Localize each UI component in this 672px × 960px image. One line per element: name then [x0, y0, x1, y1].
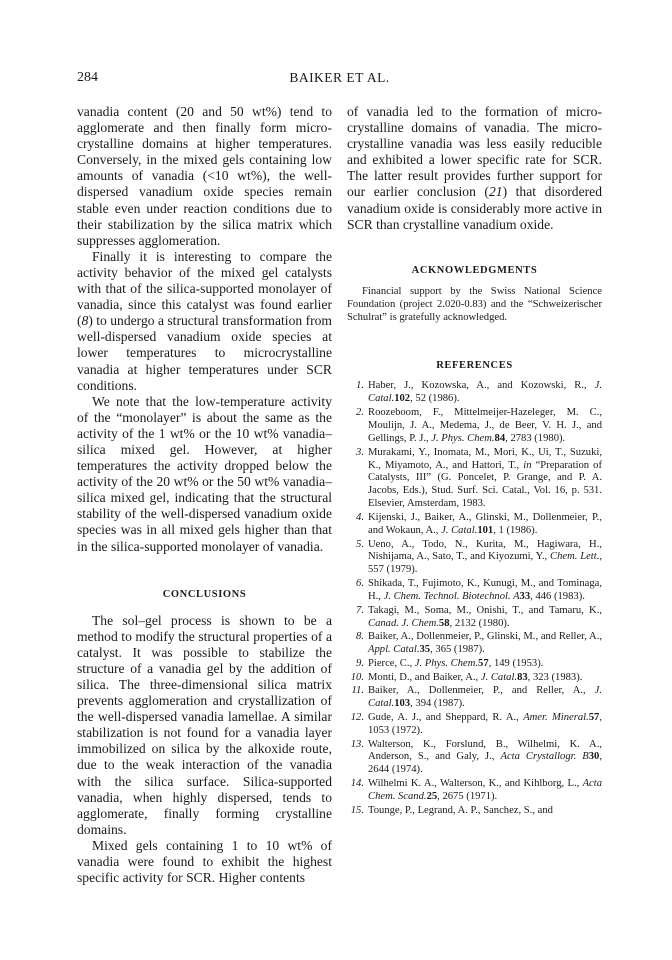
reference-volume: 58 [438, 617, 450, 629]
paragraph [77, 249, 332, 394]
reference-details: , 2132 (1980). [449, 617, 510, 629]
reference-volume: 30 [588, 751, 600, 763]
reference-volume: 84 [494, 432, 506, 444]
text-run: ) that disordered vanadium oxide is considerably more active in SCR than crystalline vanadium oxide. [347, 184, 602, 232]
text-run: ) to undergo a structural transformation from well-dispersed vanadium oxide species at lower temperatures to microcrystalline vanadia at higher temperatures under SCR conditions. [77, 313, 332, 393]
right-column [347, 104, 602, 818]
text-run: of vanadia led to the formation of microcrystalline domains of vanadia. The microcrystalline vanadia was less easily reducible and exhibited a lower specific rate for SCR. The latter result provides further support for our earlier conclusion ( [347, 104, 602, 200]
paragraph: We note that the low-temperature activity of the “monolayer” is about the same as the activity of the 1 wt% or the 10 wt% vanadia–silica mixed gel. However, at higher temperatures the activity dropped below the activity of the 20 wt% or the 50 wt% vanadia–silica mixed gel, indicating that the structural stability of the well-dispersed vanadium oxide species was in all mixed gels higher than that in the silica-supported monolayer of vanadia. [77, 393, 332, 554]
running-head: BAIKER ET AL. [289, 70, 390, 85]
reference-details: , 557 (1979). [368, 551, 602, 576]
reference-journal: Acta Crystallogr. B [500, 751, 589, 763]
reference-item [347, 631, 602, 657]
reference-volume: 57 [588, 711, 600, 723]
reference-volume: 25 [426, 790, 438, 802]
reference-details: , 149 (1953). [488, 657, 544, 669]
reference-details: , 52 (1986). [410, 393, 460, 405]
reference-item [347, 739, 602, 778]
reference-authors: Tounge, P., Legrand, A. P., Sanchez, S., and [368, 804, 553, 816]
reference-list [347, 380, 602, 817]
page-number: 284 [77, 70, 98, 85]
reference-volume: 103 [394, 698, 411, 710]
reference-authors: Baiker, A., Dollenmeier, P., Glinski, M., and Reller, A., [368, 631, 602, 643]
reference-journal: J. Catal. [368, 380, 602, 405]
reference-number: 2. [356, 407, 364, 419]
paragraph: The sol–gel process is shown to be a method to modify the structural properties of a catalyst. It was possible to stabilize the structure of a vanadia gel by the addition of silica. The three-dimensional silica matrix prevents agglomeration and crystallization of the well-dispersed vanadia lamellae. A similar stabilization is not found for a vanadia layer immobilized on silica by the alkoxide route, due to the weak interaction of the vanadia with the silica surface. Silica-supported vanadia, when highly dispersed, tends to agglomerate, finally forming crystalline domains. [77, 612, 332, 837]
reference-volume: 33 [519, 590, 531, 602]
reference-journal: Amer. Mineral. [523, 711, 589, 723]
reference-volume: 35 [419, 644, 431, 656]
reference-authors: Kijenski, J., Baiker, A., Glinski, M., Dollenmeier, P., and Wokaun, A., [368, 511, 602, 536]
reference-details: , 2644 (1974). [368, 751, 602, 776]
reference-journal: in [523, 459, 532, 471]
reference-journal: J. Phys. Chem. [431, 432, 495, 444]
reference-volume: 101 [477, 524, 494, 536]
reference-number: 5. [356, 538, 364, 550]
reference-details: , 1053 (1972). [368, 711, 602, 736]
reference-number: 4. [356, 511, 364, 523]
references-heading: REFERENCES [436, 360, 513, 372]
reference-details: , 2783 (1980). [505, 432, 566, 444]
reference-details: , 394 (1987). [410, 698, 465, 710]
reference-journal: Acta Chem. Scand. [368, 778, 602, 802]
reference-item [347, 712, 602, 738]
paragraph: Mixed gels containing 1 to 10 wt% of vanadia were found to exhibit the highest specific activity for SCR. Higher contents [77, 837, 332, 886]
reference-journal: Canad. J. Chem. [368, 617, 439, 629]
citation-ref: 8 [81, 313, 89, 329]
reference-number: 10. [350, 671, 364, 683]
acknowledgments-heading: ACKNOWLEDGMENTS [411, 264, 538, 276]
reference-details: , 365 (1987). [430, 644, 485, 656]
reference-authors: Walterson, K., Forslund, B., Wilhelmi, K. A., Anderson, S., and Galy, J., [368, 738, 602, 763]
text-run: Finally it is interesting to compare the activity behavior of the mixed gel catalysts with that of the silica-supported monolayer of vanadia, since this catalyst was found earlier ( [77, 248, 332, 329]
reference-authors: Ueno, A., Todo, N., Kurita, M., Hagiwara, H., Nishijama, A., Sato, T., and Kiyozumi, Y., [368, 538, 602, 563]
reference-item [347, 685, 602, 711]
reference-item [347, 805, 602, 818]
paragraph [347, 104, 602, 233]
reference-number: 9. [356, 657, 364, 669]
reference-item [347, 539, 602, 578]
reference-number: 6. [356, 578, 364, 590]
reference-number: 3. [356, 446, 364, 458]
reference-item [347, 512, 602, 538]
reference-authors: Baiker, A., Dollenmeier, P., and Reller, A., [368, 685, 595, 697]
reference-authors: Takagi, M., Soma, M., Onishi, T., and Tamaru, K., [368, 604, 602, 616]
reference-item [347, 658, 602, 671]
reference-details: , 1 (1986). [493, 524, 538, 536]
reference-item [347, 578, 602, 604]
reference-item [347, 672, 602, 685]
reference-authors: Gude, A. J., and Sheppard, R. A., [368, 711, 524, 723]
reference-journal: Appl. Catal. [368, 644, 420, 656]
reference-number: 1. [356, 380, 364, 392]
reference-authors: Monti, D., and Baiker, A., [368, 671, 481, 683]
reference-volume: 102 [394, 393, 411, 405]
reference-number: 7. [356, 604, 364, 616]
reference-journal: Chem. Lett. [550, 551, 600, 563]
reference-details: , 2675 (1971). [437, 790, 498, 802]
paragraph: vanadia content (20 and 50 wt%) tend to agglomerate and then finally form microcrystalline domains at higher temperatures. Conversely, in the mixed gels containing low amounts of vanadia (<10 wt%), the well-dispersed vanadium oxide species remain stable even under reaction conditions due to their stabilization by the silica matrix which suppresses agglomeration. [77, 104, 332, 248]
reference-details: , 323 (1983). [527, 671, 583, 683]
reference-volume: 57 [478, 657, 489, 669]
reference-details: “Preparation of Catalysts, III” (G. Poncelet, P. Grange, and P. A. Jacobs, Eds.), Stud. Surf. Sci. Catal., Vol. 16, p. 531. Elsevier, Amsterdam, 1983. [368, 459, 602, 510]
reference-number: 12. [350, 711, 364, 723]
reference-number: 14. [350, 778, 364, 790]
reference-journal: J. Catal. [480, 671, 518, 683]
reference-authors: Haber, J., Kozowska, A., and Kozowski, R., [368, 380, 595, 392]
reference-authors: Murakami, Y., Inomata, M., Mori, K., Ui, T., Suzuki, K., Miyamoto, A., and Hattori, T., [368, 446, 602, 471]
reference-number: 13. [350, 738, 364, 750]
reference-journal: J. Catal. [368, 685, 602, 710]
reference-journal: J. Catal. [441, 524, 478, 536]
reference-authors: Wilhelmi K. A., Walterson, K., and Kihlborg, L., [368, 778, 583, 790]
reference-number: 11. [351, 685, 364, 697]
conclusions-heading: CONCLUSIONS [162, 588, 247, 600]
citation-ref: 21 [488, 184, 503, 200]
acknowledgments-text: Financial support by the Swiss National Science Foundation (project 2.020-0.83) and the “Schweizerischer Schulrat” is gratefully acknowledged. [347, 285, 602, 323]
reference-authors: Roozeboom, F., Mittelmeijer-Hazeleger, M. C., Moulijn, J. A., Medema, J., de Beer, V. H. J., and Gellings, P. J., [368, 407, 602, 444]
reference-item [347, 778, 602, 804]
reference-journal: J. Chem. Technol. Biotechnol. A [383, 590, 520, 602]
page-header [77, 70, 602, 88]
reference-item [347, 447, 602, 512]
reference-volume: 83 [517, 671, 528, 683]
reference-number: 8. [356, 631, 364, 643]
reference-journal: J. Phys. Chem. [414, 657, 479, 669]
left-column [77, 104, 332, 886]
reference-details: , 446 (1983). [530, 590, 585, 602]
reference-item [347, 605, 602, 631]
reference-item [347, 380, 602, 406]
reference-authors: Pierce, C., [368, 657, 415, 669]
reference-item [347, 407, 602, 446]
reference-number: 15. [350, 804, 364, 816]
reference-authors: Shikada, T., Fujimoto, K., Kunugi, M., and Tominaga, H., [368, 578, 602, 602]
